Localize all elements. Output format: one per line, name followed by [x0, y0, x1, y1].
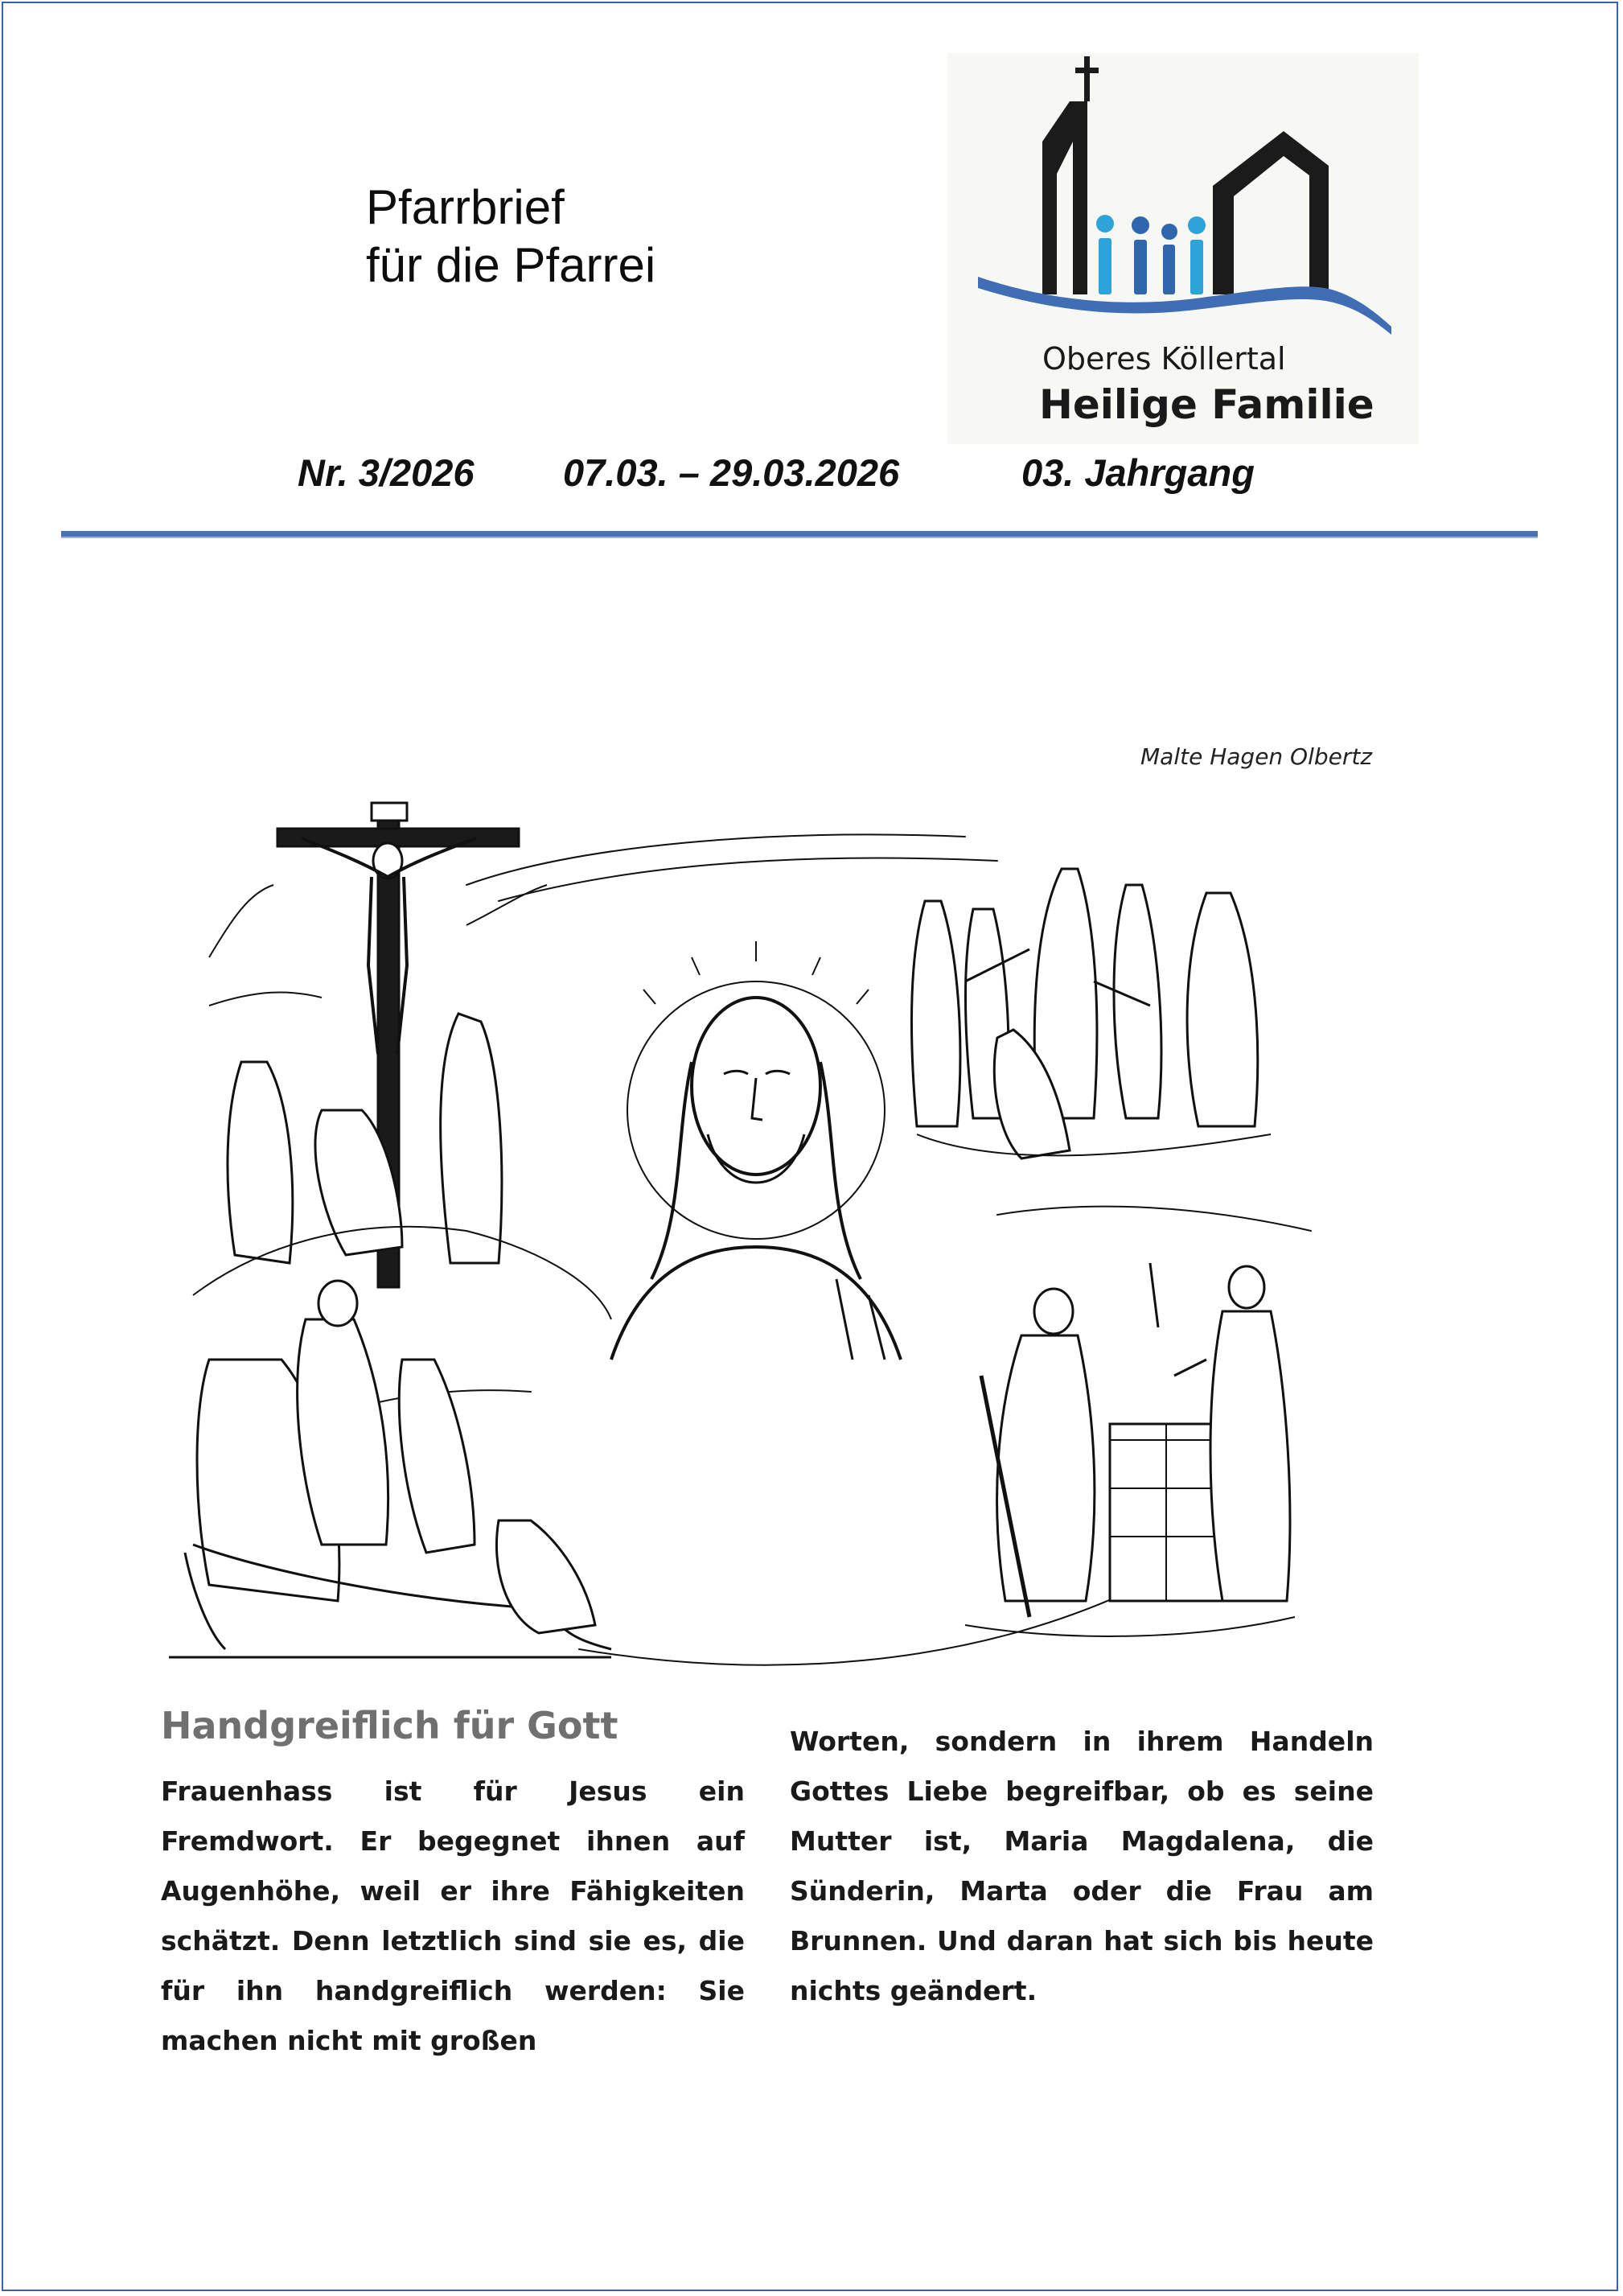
anointing-scene-icon — [169, 1227, 611, 1657]
title-line-2: für die Pfarrei — [366, 238, 656, 292]
article-title: Handgreiflich für Gott — [161, 1704, 618, 1747]
article-column-1: Frauenhass ist für Jesus ein Fremdwort. Er begegnet ihnen auf Augenhöhe, weil er ihre Fähigkeiten schätzt. Denn letztlich sind sie es, die für ihn handgreiflich werden: Sie machen nicht mit großen — [161, 1775, 745, 2056]
issue-date-range: 07.03. – 29.03.2026 — [563, 451, 900, 494]
illustration-collage — [161, 796, 1383, 1681]
header-divider — [61, 531, 1538, 538]
newsletter-title — [366, 179, 655, 294]
jesus-portrait-icon — [611, 941, 901, 1360]
woman-at-well-scene-icon — [965, 1263, 1295, 1636]
logo-text-line-2: Heilige Familie — [1039, 381, 1374, 428]
issue-volume: 03. Jahrgang — [1021, 451, 1255, 494]
issue-number: Nr. 3/2026 — [298, 451, 475, 494]
parish-logo — [947, 53, 1419, 444]
disciples-scene-icon — [911, 869, 1271, 1158]
article-column-2: Worten, sondern in ihrem Handeln Gottes Liebe begreifbar, ob es seine Mutter ist, Maria Magdalena, die Sünderin, Marta oder die Frau am Brunnen. Und daran hat sich bis heute nichts geändert. — [790, 1726, 1374, 2006]
title-line-1: Pfarrbrief — [366, 180, 565, 234]
logo-text-line-1: Oberes Köllertal — [1042, 341, 1286, 376]
illustration-credit: Malte Hagen Olbertz — [1140, 743, 1373, 770]
